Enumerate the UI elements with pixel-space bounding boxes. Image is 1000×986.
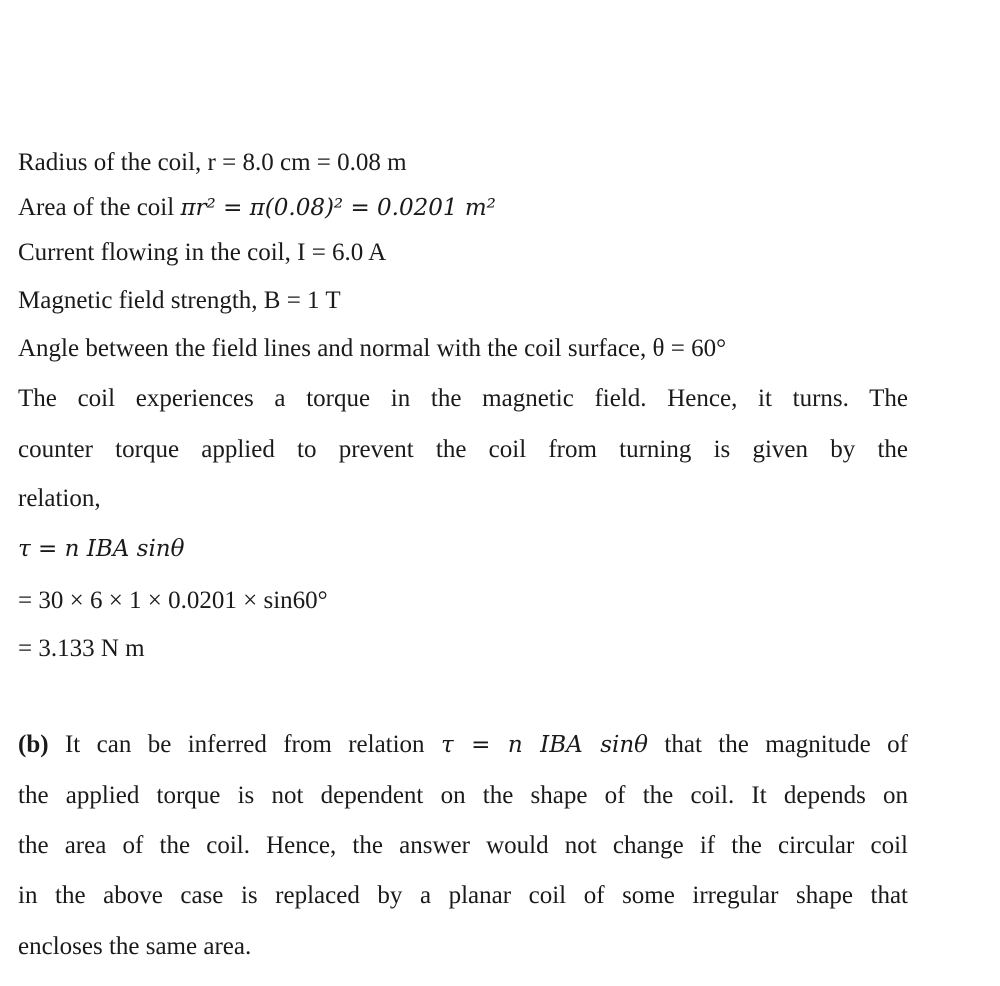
part-b-line-1-text: It can be inferred from relation [48,731,441,758]
area-line-label: Area of the coil [18,194,181,221]
part-b-line-4: in the above case is replaced by a planar coil of some irregular shape that [18,882,908,909]
part-b-equation: τ = n IBA sinθ [440,732,649,758]
current-line: Current flowing in the coil, I = 6.0 A [18,239,387,266]
part-b-line-1 [18,732,908,757]
area-line [18,195,496,220]
torque-equation: τ = n IBA sinθ [18,536,185,562]
paragraph-line-1: The coil experiences a torque in the magnetic field. Hence, it turns. The [18,385,908,412]
part-b-label: (b) [18,731,49,758]
field-strength-line: Magnetic field strength, B = 1 T [18,287,341,314]
part-b-line-2: the applied torque is not dependent on the shape of the coil. It depends on [18,782,908,809]
part-b-line-1-tail: that the magnitude of [648,731,908,758]
paragraph-line-3: relation, [18,485,101,512]
torque-substitution: = 30 × 6 × 1 × 0.0201 × sin60° [18,587,328,614]
paragraph-line-2: counter torque applied to prevent the coil from turning is given by the [18,436,908,463]
area-formula: πr² = π(0.08)² = 0.0201 m² [180,195,496,221]
radius-line: Radius of the coil, r = 8.0 cm = 0.08 m [18,149,407,176]
part-b-line-3: the area of the coil. Hence, the answer would not change if the circular coil [18,832,908,859]
part-b-line-5: encloses the same area. [18,933,252,960]
torque-result: = 3.133 N m [18,635,145,662]
angle-line: Angle between the field lines and normal with the coil surface, θ = 60° [18,335,727,362]
